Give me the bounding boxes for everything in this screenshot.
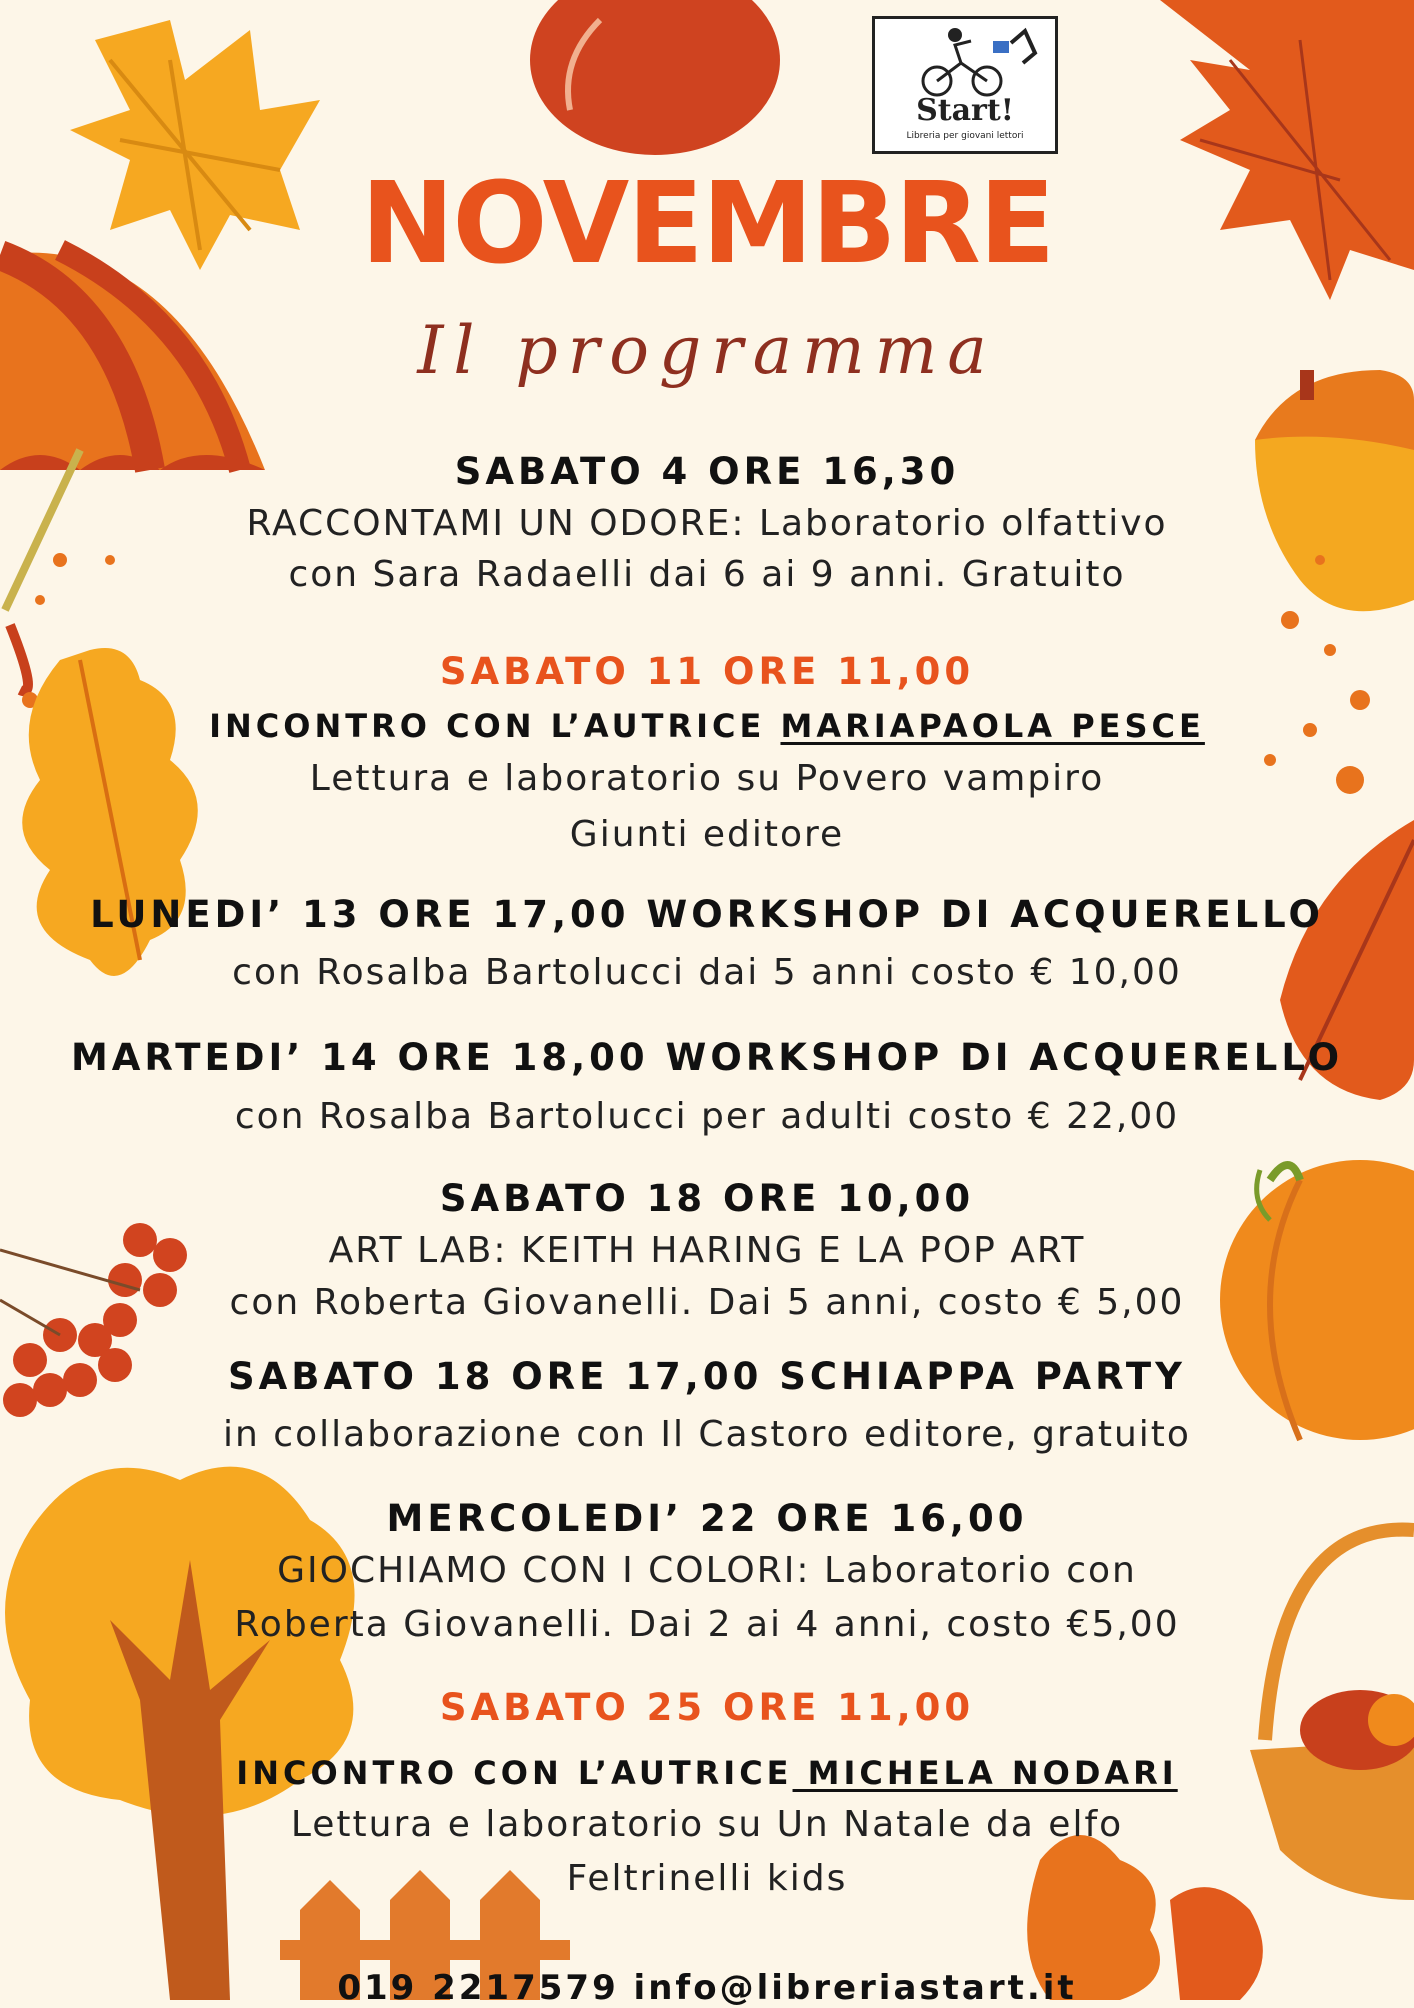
event-5-line-2: con Roberta Giovanelli. Dai 5 anni, costo € 5,00 [229, 1282, 1185, 1323]
event-1-line-2: con Sara Radaelli dai 6 ai 9 anni. Gratuito [288, 554, 1126, 595]
event-1-line-1: RACCONTAMI UN ODORE: Laboratorio olfattivo [246, 503, 1168, 544]
apple-icon [530, 0, 780, 155]
event-2-line-1: Lettura e laboratorio su Povero vampiro [309, 758, 1105, 799]
event-5-heading: SABATO 18 ORE 10,00 [439, 1177, 975, 1220]
event-2-heading: SABATO 11 ORE 11,00 [439, 650, 975, 693]
event-7-line-1: GIOCHIAMO CON I COLORI: Laboratorio con [277, 1550, 1137, 1591]
event-4-line-1: con Rosalba Bartolucci per adulti costo € 22,00 [234, 1096, 1180, 1137]
event-2-guest-prefix: INCONTRO CON L’AUTRICE [209, 707, 781, 745]
event-8-line-2: Feltrinelli kids [566, 1858, 848, 1899]
contact-footer: 019 2217579 info@libreriastart.it [337, 1968, 1077, 2008]
event-2-guest [0, 707, 1414, 745]
event-8-heading: SABATO 25 ORE 11,00 [439, 1686, 975, 1729]
page-title: NOVEMBRE [360, 159, 1054, 289]
event-2-line-2: Giunti editore [569, 814, 845, 855]
event-2-guest-name: MARIAPAOLA PESCE [780, 707, 1205, 745]
event-5-line-1: ART LAB: KEITH HARING E LA POP ART [328, 1230, 1086, 1271]
event-6-line-1: in collaborazione con Il Castoro editore, gratuito [223, 1414, 1191, 1455]
event-8-guest-name: MICHELA NODARI [792, 1754, 1178, 1792]
event-1-heading: SABATO 4 ORE 16,30 [454, 450, 960, 493]
event-6-heading: SABATO 18 ORE 17,00 SCHIAPPA PARTY [228, 1355, 1186, 1398]
page-subtitle: Il programma [417, 312, 997, 389]
event-7-heading: MERCOLEDI’ 22 ORE 16,00 [386, 1497, 1028, 1540]
event-8-guest [0, 1754, 1414, 1792]
cyclist-reader-icon [875, 23, 1055, 99]
event-4-heading: MARTEDI’ 14 ORE 18,00 WORKSHOP DI ACQUERELLO [70, 1036, 1344, 1079]
logo-brand: Start! [916, 93, 1014, 128]
event-8-guest-prefix: INCONTRO CON L’AUTRICE [236, 1754, 793, 1792]
logo-tagline: Libreria per giovani lettori [906, 131, 1024, 141]
event-8-line-1: Lettura e laboratorio su Un Natale da elfo [290, 1804, 1124, 1845]
store-logo [872, 16, 1058, 154]
event-3-line-1: con Rosalba Bartolucci dai 5 anni costo € 10,00 [232, 952, 1182, 993]
event-3-heading: LUNEDI’ 13 ORE 17,00 WORKSHOP DI ACQUERELLO [90, 893, 1324, 936]
event-7-line-2: Roberta Giovanelli. Dai 2 ai 4 anni, costo €5,00 [234, 1604, 1180, 1645]
